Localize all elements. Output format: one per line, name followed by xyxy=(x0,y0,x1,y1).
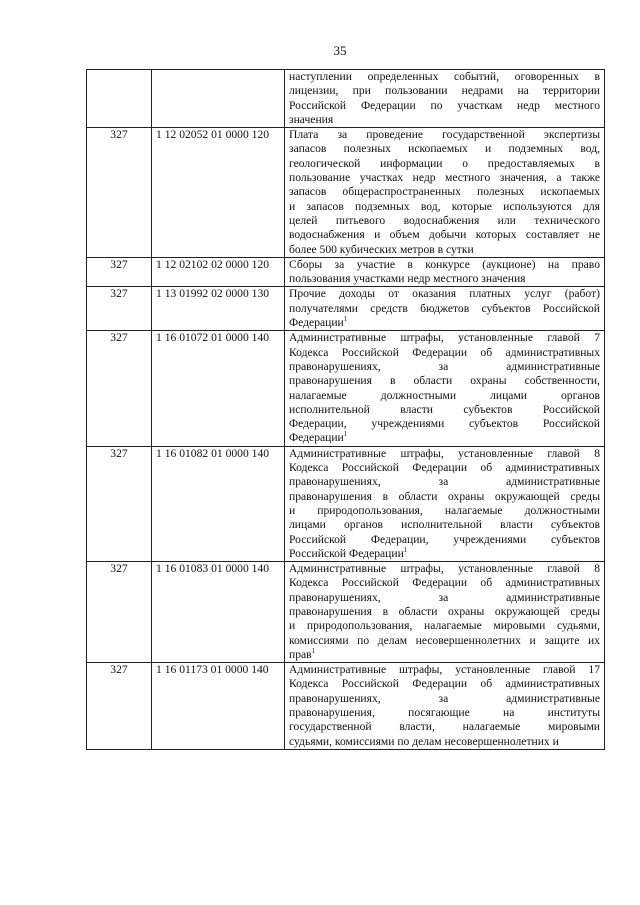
admin-code-cell: 327 xyxy=(87,287,152,331)
description-line xyxy=(289,171,600,185)
description-line xyxy=(289,720,600,734)
description-line xyxy=(289,374,600,388)
description-line xyxy=(289,142,600,156)
description-cell xyxy=(285,70,605,128)
description-text: правонарушениях, за административные xyxy=(289,590,600,604)
description-line xyxy=(289,157,600,171)
description-text: Административные штрафы, установленные главой 7 xyxy=(289,331,600,345)
description-line xyxy=(289,605,600,619)
description-text: Кодекса Российской Федерации об административных xyxy=(289,461,600,475)
description-text: Кодекса Российской Федерации об административных xyxy=(289,576,600,590)
description-text: пользование участках недр местного значения, а также xyxy=(289,171,600,185)
description-line xyxy=(289,128,600,142)
budget-code-cell: 1 12 02052 01 0000 120 xyxy=(152,128,285,258)
description-line xyxy=(289,200,600,214)
budget-code-cell: 1 12 02102 02 0000 120 xyxy=(152,257,285,287)
description-text: геологической информации о предоставляемых в xyxy=(289,156,600,170)
description-line xyxy=(289,591,600,605)
description-text: лицами органов исполнительной власти субъектов xyxy=(289,518,600,532)
description-line xyxy=(289,302,600,316)
description-line xyxy=(289,417,600,431)
description-text: правонарушения, посягающие на институты xyxy=(289,706,600,720)
description-text: и природопользования, налагаемые должностными xyxy=(289,503,600,517)
description-text: Административные штрафы, установленные главой 8 xyxy=(289,446,600,460)
description-line xyxy=(289,518,600,532)
description-line xyxy=(289,619,600,633)
description-line xyxy=(289,360,600,374)
admin-code-cell: 327 xyxy=(87,562,152,663)
description-text: прав xyxy=(289,647,312,661)
description-cell xyxy=(285,257,605,287)
description-text: наступлении определенных событий, оговоренных в xyxy=(289,70,600,83)
description-line xyxy=(289,447,600,461)
description-line xyxy=(289,99,600,113)
description-line xyxy=(289,504,600,518)
budget-code-cell xyxy=(152,70,285,128)
description-cell xyxy=(285,128,605,258)
description-line xyxy=(289,490,600,504)
description-text: правонарушениях, за административные xyxy=(289,691,600,705)
table-row xyxy=(87,287,605,331)
footnote-marker: 1 xyxy=(343,315,348,324)
description-line xyxy=(289,533,600,547)
description-line xyxy=(289,346,600,360)
description-text: правонарушения в области охраны собственности, xyxy=(289,374,600,388)
footnote-marker: 1 xyxy=(343,430,348,439)
admin-code-cell: 327 xyxy=(87,331,152,446)
description-text: Федерации xyxy=(289,431,344,445)
description-line xyxy=(289,403,600,417)
admin-code-cell: 327 xyxy=(87,128,152,258)
description-line xyxy=(289,735,600,749)
budget-code-cell: 1 16 01072 01 0000 140 xyxy=(152,331,285,446)
table-row xyxy=(87,663,605,750)
description-text: лицензии, при пользовании недрами на территории xyxy=(289,84,600,98)
description-line xyxy=(289,287,600,301)
revenue-codes-table xyxy=(86,69,605,750)
description-line xyxy=(289,648,600,662)
description-text: судьями, комиссиями по делам несовершеннолетних и xyxy=(289,734,559,748)
description-line xyxy=(289,243,600,257)
description-text: запасов общераспространенных полезных ископаемых xyxy=(289,185,600,199)
description-cell xyxy=(285,446,605,561)
budget-code-cell: 1 16 01082 01 0000 140 xyxy=(152,446,285,561)
admin-code-cell xyxy=(87,70,152,128)
description-line xyxy=(289,576,600,590)
table-row xyxy=(87,70,605,128)
table-body xyxy=(87,70,605,750)
description-line xyxy=(289,692,600,706)
description-line xyxy=(289,663,600,677)
description-line xyxy=(289,677,600,691)
description-cell xyxy=(285,663,605,750)
description-text: Федерации, учреждениями субъектов Российской xyxy=(289,417,600,431)
description-text: запасов полезных ископаемых и подземных вод, xyxy=(289,142,600,156)
description-line xyxy=(289,70,600,84)
description-text: пользования участками недр местного значения xyxy=(289,272,526,286)
description-line xyxy=(289,331,600,345)
description-text: Федерации xyxy=(289,316,344,330)
description-line xyxy=(289,214,600,228)
admin-code-cell: 327 xyxy=(87,663,152,750)
description-text: правонарушения в области охраны окружающей среды xyxy=(289,604,600,618)
table-row xyxy=(87,257,605,287)
table-row xyxy=(87,331,605,446)
description-line xyxy=(289,316,600,330)
description-text: Кодекса Российской Федерации об административных xyxy=(289,345,600,359)
description-text: и природопользования, налагаемые мировыми судьями, xyxy=(289,619,600,633)
description-text: Плата за проведение государственной экспертизы xyxy=(289,128,600,142)
description-text: правонарушения в области охраны окружающей среды xyxy=(289,489,600,503)
description-cell xyxy=(285,287,605,331)
description-text: правонарушениях, за административные xyxy=(289,359,600,373)
description-line xyxy=(289,475,600,489)
table-row xyxy=(87,562,605,663)
description-line xyxy=(289,258,600,272)
description-text: Административные штрафы, установленные главой 17 xyxy=(289,663,600,677)
description-text: правонарушениях, за административные xyxy=(289,475,600,489)
description-text: значения xyxy=(289,112,334,126)
page-number: 35 xyxy=(333,43,347,58)
admin-code-cell: 327 xyxy=(87,446,152,561)
description-line xyxy=(289,185,600,199)
description-text: получателями средств бюджетов субъектов Российской xyxy=(289,301,600,315)
footnote-marker: 1 xyxy=(403,545,408,554)
description-line xyxy=(289,562,600,576)
table-row xyxy=(87,128,605,258)
description-text: Административные штрафы, установленные главой 8 xyxy=(289,562,600,576)
description-text: государственной власти, налагаемые мировыми xyxy=(289,720,600,734)
table-row xyxy=(87,446,605,561)
description-text: Российской Федерации xyxy=(289,546,404,560)
description-line xyxy=(289,706,600,720)
description-line xyxy=(289,272,600,286)
description-line xyxy=(289,547,600,561)
description-text: Сборы за участие в конкурсе (аукционе) на право xyxy=(289,257,600,271)
description-line xyxy=(289,113,600,127)
description-line xyxy=(289,461,600,475)
description-line xyxy=(289,431,600,445)
description-text: более 500 кубических метров в сутки xyxy=(289,242,474,256)
description-text: и запасов подземных вод, которые используются для xyxy=(289,199,600,213)
description-line xyxy=(289,84,600,98)
description-text: целей питьевого водоснабжения или технического xyxy=(289,213,600,227)
description-text: комиссиями по делам несовершеннолетних и защите их xyxy=(289,633,600,647)
admin-code-cell: 327 xyxy=(87,257,152,287)
description-text: налагаемые должностными лицами органов xyxy=(289,388,600,402)
description-line xyxy=(289,228,600,242)
description-line xyxy=(289,634,600,648)
description-text: Российской Федерации, учреждениями субъектов xyxy=(289,532,600,546)
description-text: Российской Федерации по участкам недр местного xyxy=(289,98,600,112)
footnote-marker: 1 xyxy=(311,647,316,656)
budget-code-cell: 1 16 01083 01 0000 140 xyxy=(152,562,285,663)
budget-code-cell: 1 16 01173 01 0000 140 xyxy=(152,663,285,750)
description-cell xyxy=(285,562,605,663)
description-text: Прочие доходы от оказания платных услуг (работ) xyxy=(289,287,600,301)
description-text: водоснабжения и объем добычи которых составляет не xyxy=(289,228,600,242)
description-line xyxy=(289,389,600,403)
description-cell xyxy=(285,331,605,446)
budget-code-cell: 1 13 01992 02 0000 130 xyxy=(152,287,285,331)
description-text: исполнительной власти субъектов Российской xyxy=(289,402,600,416)
description-text: Кодекса Российской Федерации об административных xyxy=(289,677,600,691)
